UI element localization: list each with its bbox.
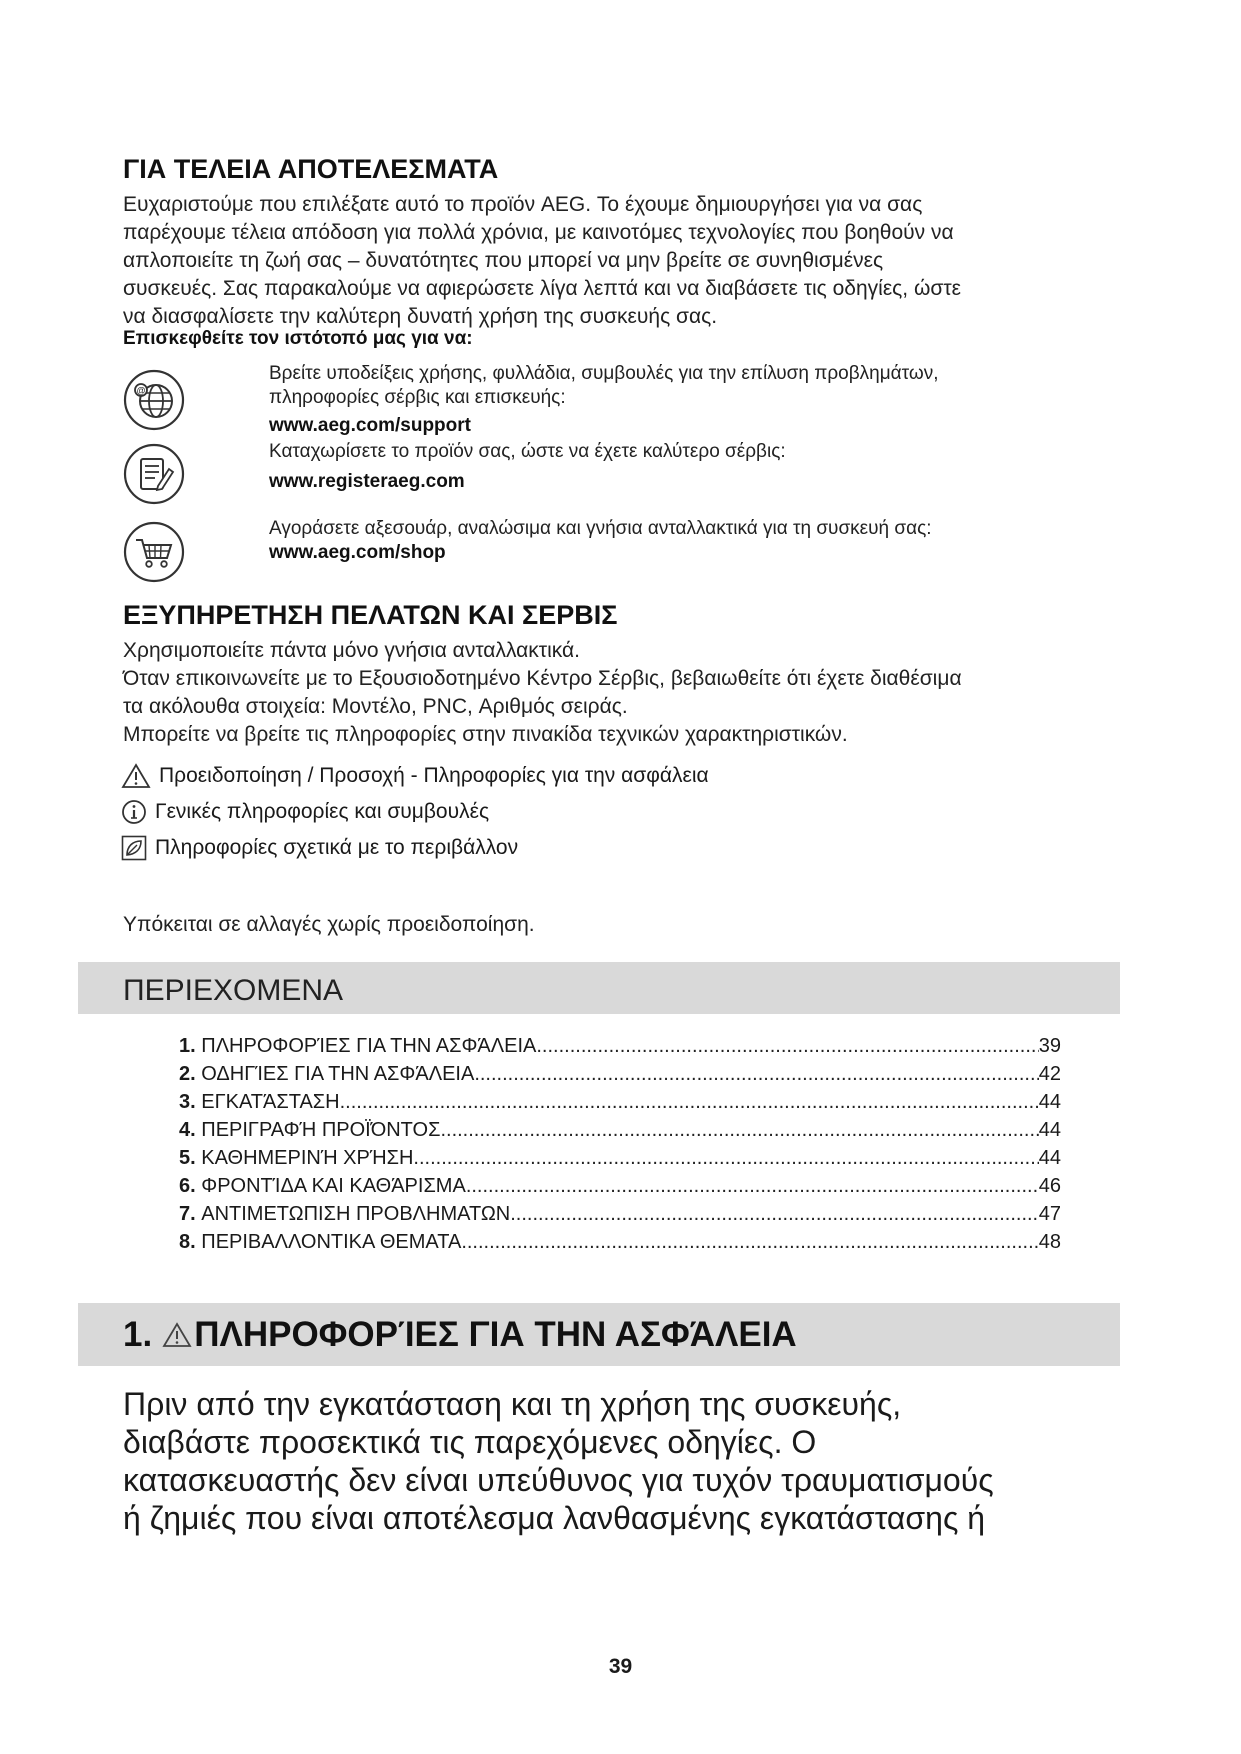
service-line: Μπορείτε να βρείτε τις πληροφορίες στην πινακίδα τεχνικών χαρακτηριστικών.	[123, 723, 848, 746]
symbol-row-warning	[121, 758, 709, 794]
intro-line: συσκευές. Σας παρακαλούμε να αφιερώσετε λίγα λεπτά και να διαβάσετε τις οδηγίες, ώστε	[123, 277, 961, 300]
warning-triangle-icon	[162, 1322, 192, 1348]
toc-entry-number: 8.	[179, 1231, 196, 1253]
symbol-row-environment	[121, 830, 709, 866]
service-line: τα ακόλουθα στοιχεία: Μοντέλο, PNC, Αριθμός σειράς.	[123, 695, 628, 718]
toc-entry-title: ΠΕΡΙΒΑΛΛΟΝΤΙΚΑ ΘΕΜΑΤΑ	[201, 1231, 462, 1253]
support-link[interactable]: www.aeg.com/support	[269, 415, 471, 436]
toc-entry-page: 39	[1038, 1035, 1061, 1057]
toc-entry-page: 48	[1038, 1231, 1061, 1253]
register-text-line: Καταχωρίσετε το προϊόν σας, ώστε να έχετε καλύτερο σέρβις:	[269, 441, 786, 462]
visit-label: Επισκεφθείτε τον ιστότοπό μας για να:	[123, 328, 473, 349]
toc-entry[interactable]	[179, 1144, 1061, 1172]
shop-item	[269, 517, 932, 565]
shopping-cart-icon	[122, 520, 186, 589]
service-paragraph	[123, 637, 1123, 749]
symbol-text: Πληροφορίες σχετικά με το περιβάλλον	[155, 836, 519, 859]
toc-leader	[536, 1032, 1038, 1060]
symbol-legend	[121, 758, 709, 866]
toc-entry-number: 5.	[179, 1147, 196, 1169]
symbol-text: Γενικές πληροφορίες και συμβουλές	[155, 800, 490, 823]
toc-leader	[440, 1116, 1038, 1144]
safety-header-band	[78, 1303, 1120, 1366]
toc-entry-number: 6.	[179, 1175, 196, 1197]
toc-entry-page: 47	[1038, 1203, 1061, 1225]
intro-line: να διασφαλίσετε την καλύτερη δυνατή χρήση της συσκευής σας.	[123, 305, 718, 328]
shop-link[interactable]: www.aeg.com/shop	[269, 542, 446, 563]
toc-entry[interactable]	[179, 1116, 1061, 1144]
symbol-text: Προειδοποίηση / Προσοχή - Πληροφορίες για την ασφάλεια	[159, 764, 709, 787]
toc-entry-title: ΦΡΟΝΤΊΔΑ ΚΑΙ ΚΑΘΆΡΙΣΜΑ	[201, 1175, 466, 1197]
toc-entry[interactable]	[179, 1228, 1061, 1256]
toc-entry-title: ΕΓΚΑΤΆΣΤΑΣΗ	[201, 1091, 340, 1113]
support-text-line: Βρείτε υποδείξεις χρήσης, φυλλάδια, συμβουλές για την επίλυση προβλημάτων,	[269, 363, 939, 384]
safety-line: διαβάστε προσεκτικά τις παρεχόμενες οδηγίες. Ο	[123, 1424, 817, 1460]
toc-entry-title: ΟΔΗΓΊΕΣ ΓΙΑ ΤΗΝ ΑΣΦΆΛΕΙΑ	[201, 1063, 475, 1085]
page-number: 39	[608, 1655, 633, 1678]
toc-entry-number: 7.	[179, 1203, 196, 1225]
toc-entry-number: 1.	[179, 1035, 196, 1057]
safety-line: ή ζημιές που είναι αποτέλεσμα λανθασμένης εγκατάστασης ή	[123, 1500, 986, 1536]
safety-line: κατασκευαστής δεν είναι υπεύθυνος για τυχόν τραυματισμούς	[123, 1462, 994, 1498]
change-notice: Υπόκειται σε αλλαγές χωρίς προειδοποίηση.	[123, 913, 535, 936]
section-heading-customer-service: ΕΞΥΠΗΡΕΤΗΣΗ ΠΕΛΑΤΩΝ ΚΑΙ ΣΕΡΒΙΣ	[123, 600, 618, 630]
toc-entry-title: ΠΕΡΙΓΡΑΦΉ ΠΡΟΪΌΝΤΟΣ	[201, 1119, 441, 1141]
toc-entry-title: ΚΑΘΗΜΕΡΙΝΉ ΧΡΉΣΗ	[201, 1147, 414, 1169]
leaf-icon	[121, 835, 147, 861]
toc-list	[179, 1032, 1061, 1256]
intro-line: απλοποιείτε τη ζωή σας – δυνατότητες που μπορεί να μην βρείτε σε συνηθισμένες	[123, 249, 884, 272]
safety-heading	[123, 1315, 797, 1355]
safety-heading-text: ΠΛΗΡΟΦΟΡΊΕΣ ΓΙΑ ΤΗΝ ΑΣΦΆΛΕΙΑ	[194, 1315, 797, 1354]
register-link[interactable]: www.registeraeg.com	[269, 471, 465, 492]
support-text-line: πληροφορίες σέρβις και επισκευής:	[269, 387, 566, 408]
register-form-icon	[122, 442, 186, 511]
toc-leader	[510, 1200, 1039, 1228]
toc-entry-number: 2.	[179, 1063, 196, 1085]
toc-entry[interactable]	[179, 1088, 1061, 1116]
safety-line: Πριν από την εγκατάσταση και τη χρήση της συσκευής,	[123, 1386, 902, 1422]
intro-line: παρέχουμε τέλεια απόδοση για πολλά χρόνια, με καινοτόμες τεχνολογίες που βοηθούν να	[123, 221, 954, 244]
service-line: Όταν επικοινωνείτε με το Εξουσιοδοτημένο Κέντρο Σέρβις, βεβαιωθείτε ότι έχετε διαθέσιμα	[123, 667, 962, 690]
toc-leader	[461, 1228, 1038, 1256]
toc-entry[interactable]	[179, 1172, 1061, 1200]
toc-header-band	[78, 962, 1120, 1014]
intro-line: Ευχαριστούμε που επιλέξατε αυτό το προϊόν AEG. Το έχουμε δημιουργήσει για να σας	[123, 193, 923, 216]
intro-paragraph	[123, 191, 1123, 331]
info-icon	[121, 799, 147, 825]
toc-entry-page: 42	[1038, 1063, 1061, 1085]
section-heading-perfect-results: ΓΙΑ ΤΕΛΕΙΑ ΑΠΟΤΕΛΕΣΜΑΤΑ	[123, 154, 499, 184]
toc-leader	[340, 1088, 1039, 1116]
toc-entry-number: 4.	[179, 1119, 196, 1141]
toc-entry-title: ΠΛΗΡΟΦΟΡΊΕΣ ΓΙΑ ΤΗΝ ΑΣΦΆΛΕΙΑ	[201, 1035, 537, 1057]
symbol-row-info	[121, 794, 709, 830]
toc-entry-number: 3.	[179, 1091, 196, 1113]
svg-text:@: @	[136, 385, 146, 396]
globe-icon	[122, 368, 186, 437]
toc-heading: ΠΕΡΙΕΧΟΜΕΝΑ	[123, 974, 344, 1007]
register-item	[269, 440, 786, 494]
safety-number: 1.	[123, 1315, 153, 1354]
support-item	[269, 362, 939, 438]
safety-intro-paragraph	[123, 1385, 994, 1537]
toc-entry-page: 44	[1038, 1147, 1061, 1169]
toc-entry-page: 44	[1038, 1091, 1061, 1113]
shop-text-line: Αγοράσετε αξεσουάρ, αναλώσιμα και γνήσια ανταλλακτικά για τη συσκευή σας:	[269, 518, 932, 539]
toc-leader	[466, 1172, 1039, 1200]
toc-entry-page: 46	[1038, 1175, 1061, 1197]
toc-entry[interactable]	[179, 1200, 1061, 1228]
warning-triangle-icon	[121, 763, 151, 789]
service-line: Χρησιμοποιείτε πάντα μόνο γνήσια ανταλλακτικά.	[123, 639, 580, 662]
toc-leader	[413, 1144, 1038, 1172]
toc-entry-page: 44	[1038, 1119, 1061, 1141]
toc-entry[interactable]	[179, 1032, 1061, 1060]
toc-leader	[474, 1060, 1038, 1088]
toc-entry[interactable]	[179, 1060, 1061, 1088]
toc-entry-title: ΑΝΤΙΜΕΤΩΠΙΣΗ ΠΡΟΒΛΗΜΑΤΩΝ	[201, 1203, 511, 1225]
